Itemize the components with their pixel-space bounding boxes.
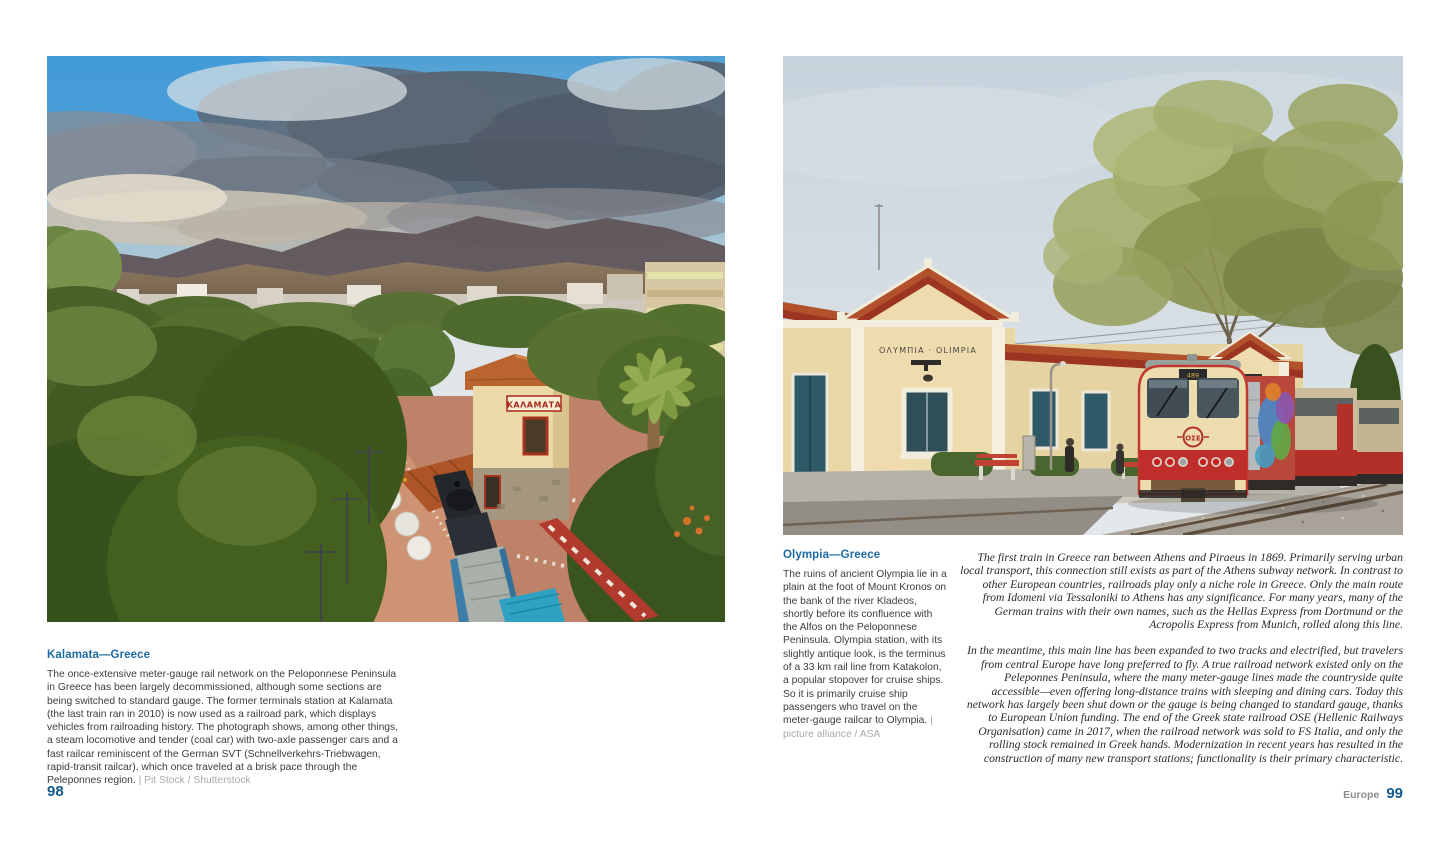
olympia-station-sign: ΟΛΥΜΠΙΑ · OLIMPIA [878, 346, 978, 355]
article-paragraph-2: In the meantime, this main line has been expanded to two tracks and electrified, but travelers from central Europe have long preferred to fly. A true railroad network existed only on the Peleponnes Peninsula, where the many meter-gauge lines made the countryside quite accessible—even offering long-distance trains with sleeping and dining cars. Today this network has largely been shut down or the gauge is being changed to standard gauge, thanks to European Union funding. The end of the Greek state railroad OSE (Hellenic Railways Organisation) came in 2017, when the railroad network was sold to FS Italia, and only the rolling stock remained in Greek hands. Modernization in recent years has resulted in the construction of many new transport stations; functionality is their primary characteristic. [966, 644, 1403, 765]
article-text [958, 551, 1403, 778]
kalamata-photo-credit: | Pit Stock / Shutterstock [138, 775, 251, 787]
kalamata-caption [47, 649, 403, 788]
olympia-photo [783, 56, 1403, 535]
kalamata-caption-title: Kalamata—Greece [47, 649, 151, 661]
page-footer-right [1343, 785, 1403, 802]
chapter-label: Europe [1343, 789, 1380, 801]
olympia-photo-credit: | picture alliance / ASA [783, 715, 933, 740]
olympia-photo-illustration [783, 56, 1403, 535]
olympia-caption-text: The ruins of ancient Olympia lie in a plain at the foot of Mount Kronos on the bank of the river Kladeos, shortly before its confluence with the Alfos on the Peloponnese Peninsula. Olympia station, with its slightly antique look, is the terminus of a 33 km rail line from Katakolon, a popular stopover for cruise ships. So it is primarily cruise ship passengers who travel on the meter-gauge railcar to Olympia. [783, 569, 947, 727]
kalamata-photo-illustration [47, 56, 725, 622]
page-number-left: 98 [47, 783, 64, 800]
destination-display: 489 [1186, 371, 1200, 380]
foreground-asphalt [783, 496, 1123, 535]
kalamata-caption-body [47, 668, 403, 788]
olympia-caption-body [783, 568, 947, 741]
kalamata-caption-text: The once-extensive meter-gauge rail network on the Peloponnese Peninsula in Greece has been largely decommissioned, although some sections are being switched to standard gauge. The former terminals station at Kalamata (the last train ran in 2010) is now used as a railroad park, which displays vehicles from railroading history. The photograph shows, among other things, a steam locomotive and tender (coal car) with two-axle passenger cars and a fast railcar reminiscent of the German SVT (Schnellverkehrs-Triebwagen, rapid-transit railcar), which once traveled at a brisk pace through the Peleponnes region. [47, 669, 399, 787]
article-paragraph-1: The first train in Greece ran between Athens and Piraeus in 1869. Primarily serving urban local transport, this connection still exists as part of the Athens subway network. In contrast to other European countries, railroads play only a niche role in Greece. Only the main route from Idomeni via Tessaloniki to Athens has any significance. For many years, many of the German trains with their own names, such as the Hellas Express from Dortmund or the Acropolis Express from Munich, rolled along this line. [960, 551, 1403, 632]
kalamata-station-sign: ΚΑΛΑΜΑΤΑ [506, 400, 562, 410]
page-number-right: 99 [1386, 785, 1403, 802]
olympia-caption-title: Olympia—Greece [783, 549, 881, 561]
ose-logo: ΟΣΕ [1185, 434, 1201, 443]
olympia-caption [783, 549, 947, 741]
kalamata-photo [47, 56, 725, 622]
